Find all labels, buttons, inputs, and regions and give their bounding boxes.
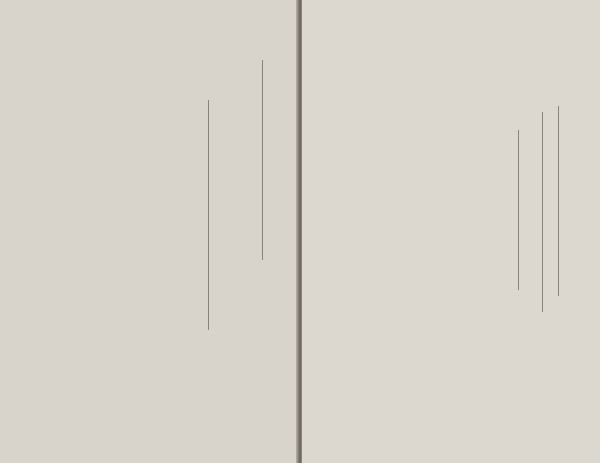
right-page bbox=[302, 0, 600, 463]
preface-leader bbox=[542, 112, 543, 312]
frontispiece-leader bbox=[558, 106, 559, 296]
afterword-leader bbox=[208, 100, 209, 330]
chapter-1-leader bbox=[518, 130, 519, 290]
chapter-4-leader bbox=[262, 60, 263, 260]
left-page bbox=[0, 0, 298, 463]
